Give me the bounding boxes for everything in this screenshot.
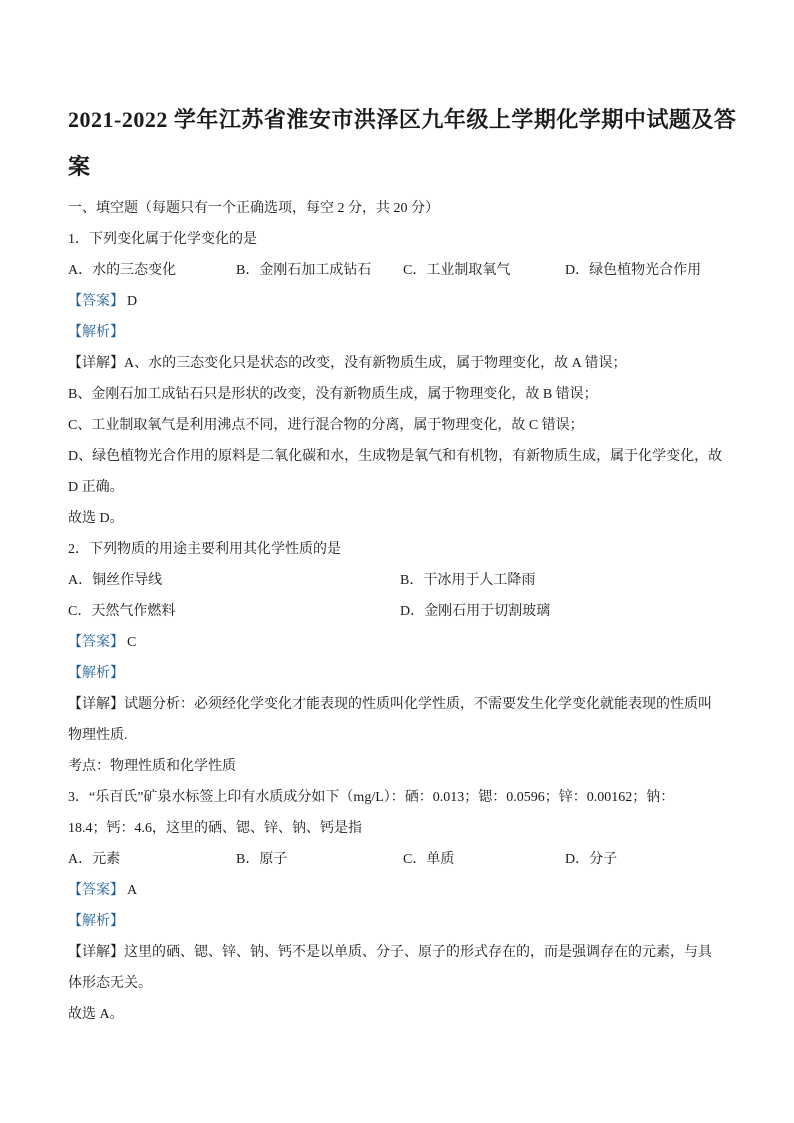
question-1-option-a: A．水的三态变化 [68, 263, 177, 278]
question-2-option-a: A．铜丝作导线 [68, 573, 163, 588]
title-line-2: 案 [68, 154, 91, 179]
question-1-option-d: D．绿色植物光合作用 [565, 263, 702, 278]
question-3-detail-line: 体形态无关。 [68, 976, 152, 991]
question-2-stem: 2．下列物质的用途主要利用其化学性质的是 [68, 542, 341, 557]
question-1-answer-value: D [127, 294, 138, 309]
question-1-detail-line: D 正确。 [68, 480, 124, 495]
question-2-detail-line: 物理性质. [68, 728, 128, 743]
question-1-option-c: C．工业制取氧气 [403, 263, 511, 278]
question-3-option-b: B．原子 [236, 852, 288, 867]
question-1-detail-line: 故选 D。 [68, 511, 124, 526]
question-3-stem-line-1: 3．“乐百氏”矿泉水标签上印有水质成分如下（mg/L）：硒：0.013；锶：0.0596；锌：0.00162；钠： [68, 790, 675, 805]
question-2-answer-line [68, 627, 730, 658]
question-2-option-b: B．干冰用于人工降雨 [400, 573, 536, 588]
question-2-option-d: D．金刚石用于切割玻璃 [400, 604, 551, 619]
question-1-detail-line: 【详解】A、水的三态变化只是状态的改变，没有新物质生成，属于物理变化，故 A 错误； [68, 356, 627, 371]
question-3-option-a: A．元素 [68, 852, 121, 867]
answer-label: 【答案】 [68, 635, 124, 650]
question-2-answer-value: C [127, 635, 137, 650]
section-header: 一、填空题（每题只有一个正确选项，每空 2 分，共 20 分） [68, 201, 439, 216]
question-3-options-row [68, 844, 730, 875]
question-2-options-row-1 [68, 565, 730, 596]
question-1-stem: 1．下列变化属于化学变化的是 [68, 232, 257, 247]
question-3-option-d: D．分子 [565, 852, 618, 867]
analysis-label: 【解析】 [68, 325, 124, 340]
document-title [68, 0, 737, 190]
question-2-detail-line: 考点：物理性质和化学性质 [68, 759, 236, 774]
question-1-option-b: B．金刚石加工成钻石 [236, 263, 372, 278]
question-2-detail-line: 【详解】试题分析：必须经化学变化才能表现的性质叫化学性质，不需要发生化学变化就能表现的性质叫 [68, 697, 712, 712]
question-1-options-row [68, 255, 730, 286]
question-3-detail-line: 【详解】这里的硒、锶、锌、钠、钙不是以单质、分子、原子的形式存在的，而是强调存在的元素，与具 [68, 945, 712, 960]
question-2-analysis-line [68, 658, 730, 689]
answer-label: 【答案】 [68, 883, 124, 898]
question-1-detail-line: C、工业制取氧气是利用沸点不同，进行混合物的分离，属于物理变化，故 C 错误； [68, 418, 584, 433]
document-body [68, 190, 730, 1030]
analysis-label: 【解析】 [68, 914, 124, 929]
question-3-option-c: C．单质 [403, 852, 455, 867]
question-3-detail-line: 故选 A。 [68, 1007, 124, 1022]
question-3-stem-line-2: 18.4；钙：4.6，这里的硒、锶、锌、钠、钙是指 [68, 821, 362, 836]
question-3-answer-value: A [127, 883, 138, 898]
question-1-detail-line: D、绿色植物光合作用的原料是二氧化碳和水，生成物是氧气和有机物，有新物质生成，属于化学变化，故 [68, 449, 723, 464]
question-1-analysis-line [68, 317, 730, 348]
question-2-option-c: C．天然气作燃料 [68, 604, 176, 619]
question-3-answer-line [68, 875, 730, 906]
analysis-label: 【解析】 [68, 666, 124, 681]
question-3-analysis-line [68, 906, 730, 937]
answer-label: 【答案】 [68, 294, 124, 309]
question-1-answer-line [68, 286, 730, 317]
question-2-options-row-2 [68, 596, 730, 627]
question-1-detail-line: B、金刚石加工成钻石只是形状的改变，没有新物质生成，属于物理变化，故 B 错误； [68, 387, 598, 402]
title-line-1: 2021-2022 学年江苏省淮安市洪泽区九年级上学期化学期中试题及答 [68, 107, 737, 132]
